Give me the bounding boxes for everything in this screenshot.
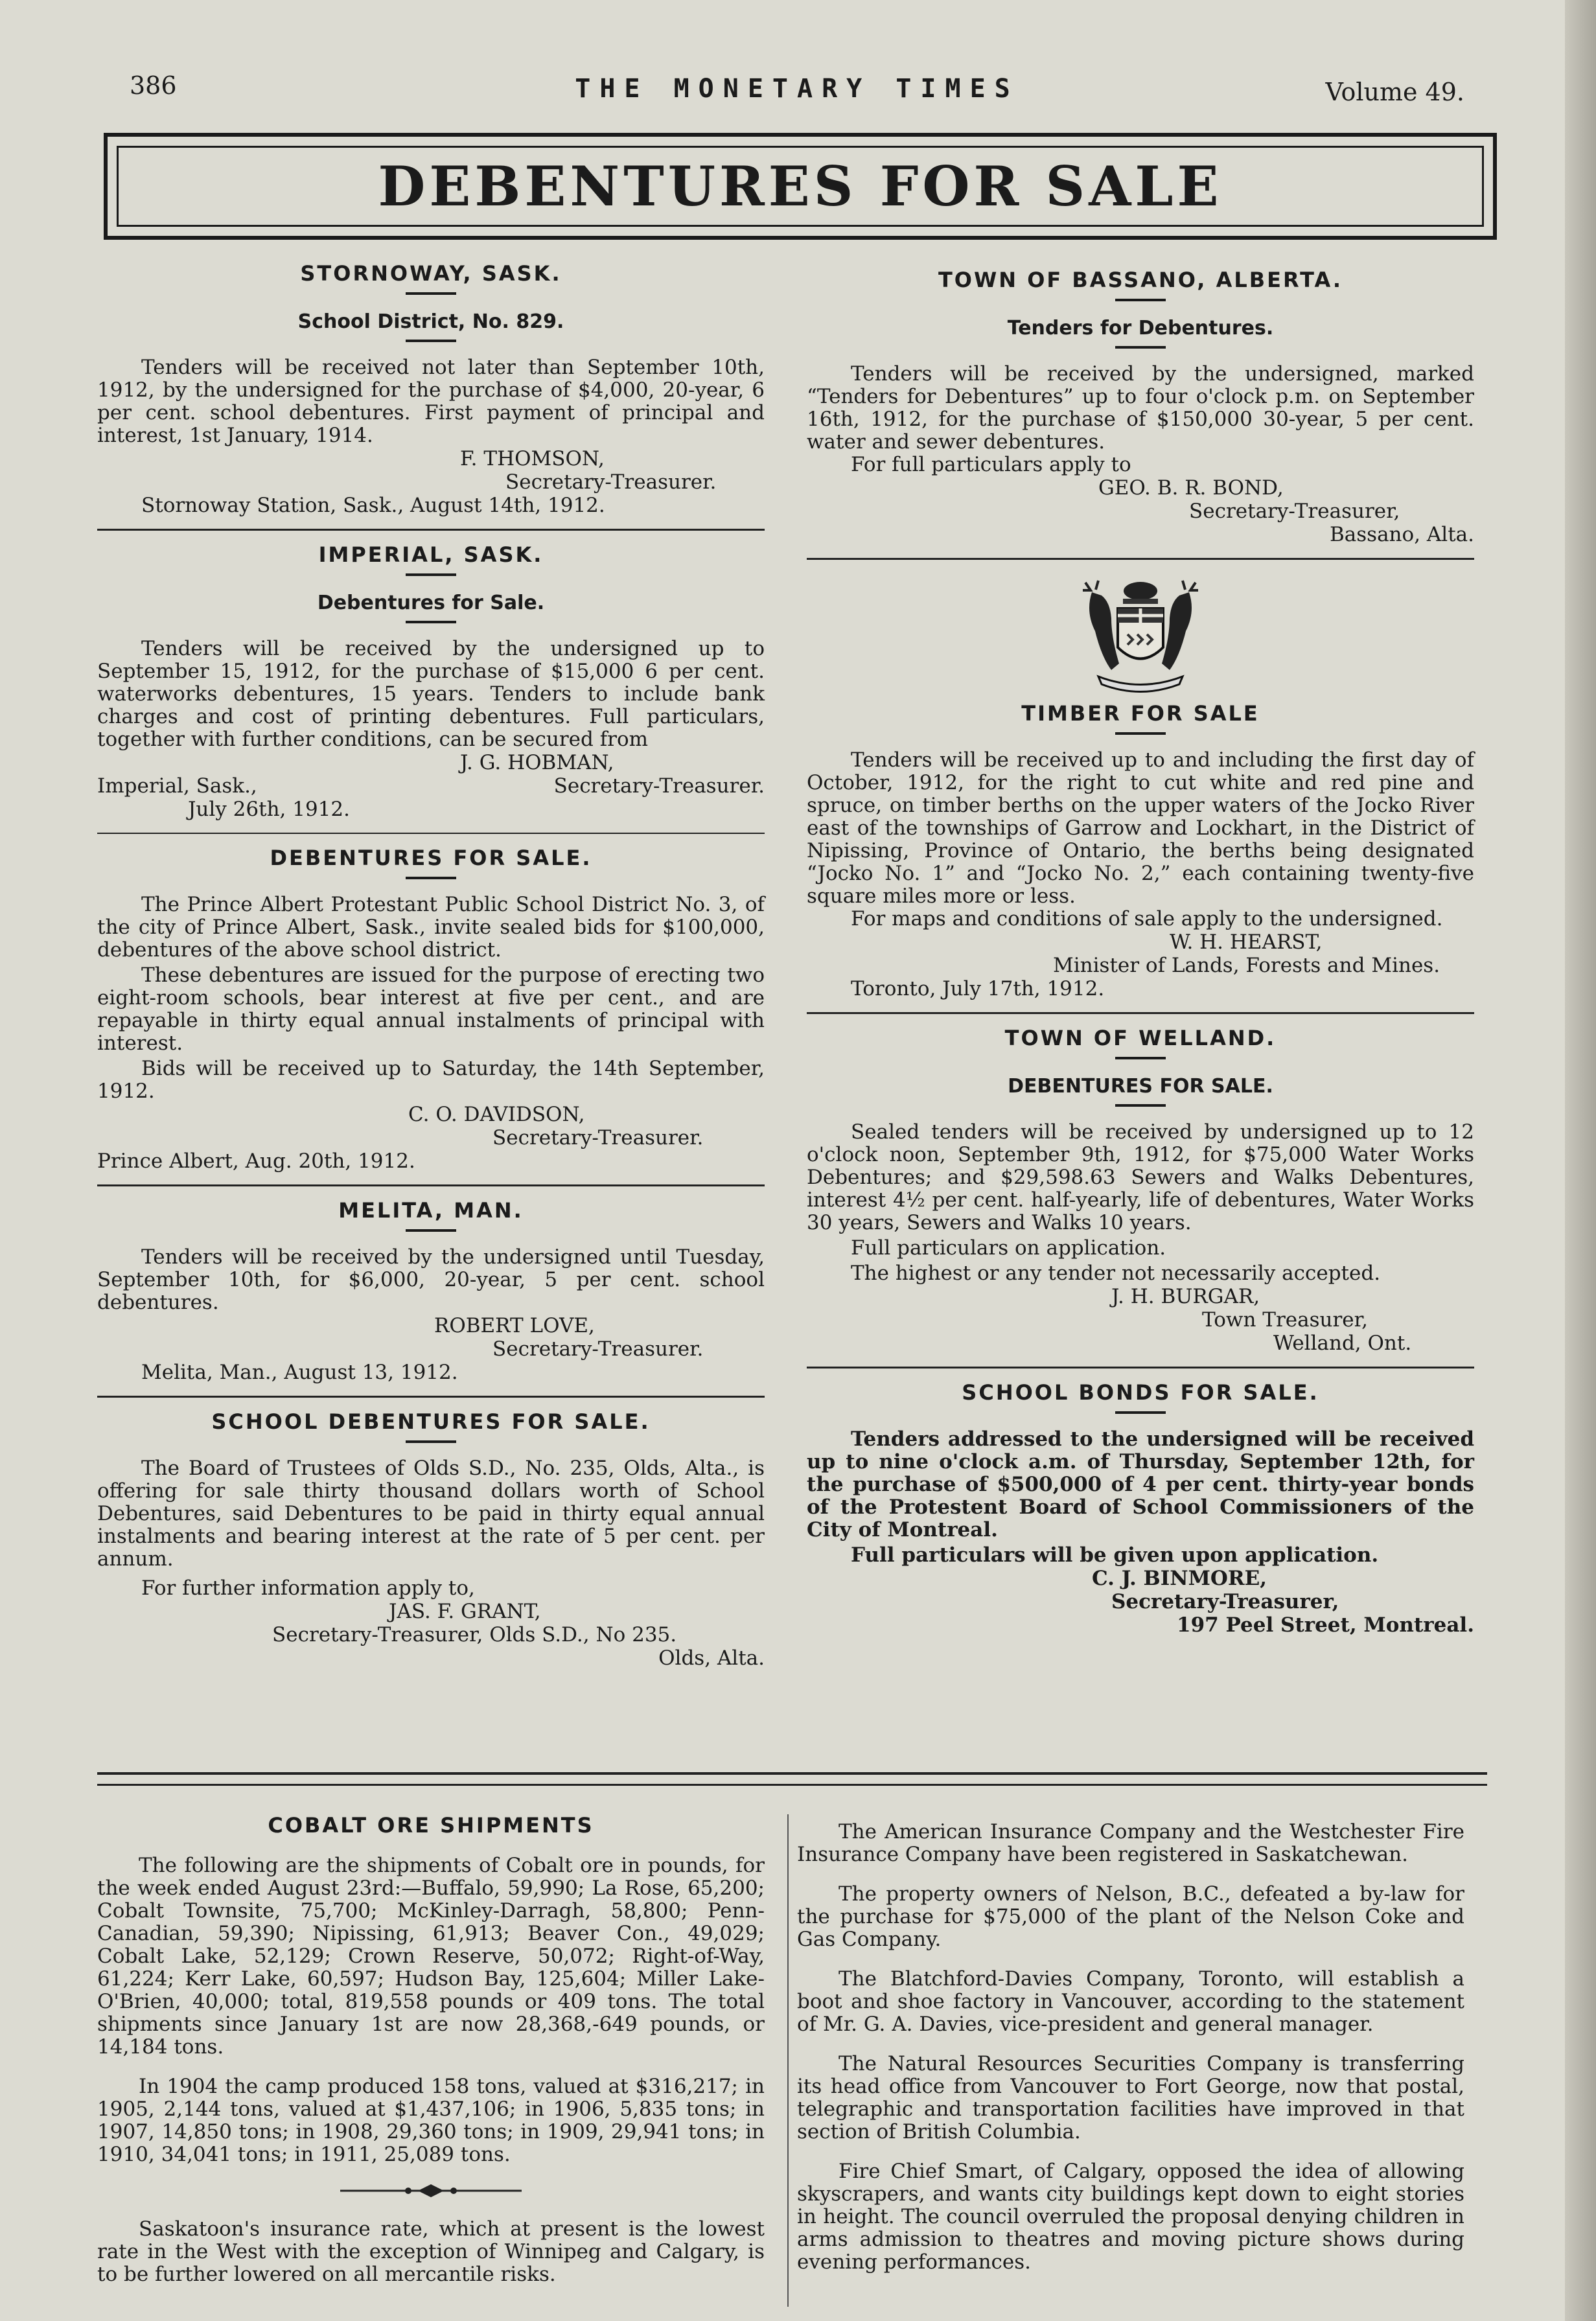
dash-rule — [1115, 1411, 1166, 1414]
place-title-row — [97, 774, 765, 798]
dash-rule — [406, 1440, 456, 1443]
signature-block — [97, 1314, 765, 1384]
notice-body-2: Full particulars will be given upon application. — [851, 1543, 1379, 1567]
notice-subheading: Tenders for Debentures. — [1007, 317, 1274, 340]
notice-body-2: For further information apply to, — [141, 1576, 475, 1600]
news-item: The Blatchford-Davies Company, Toronto, will establish a boot and shoe factory in Vancouver, according to the statement of Mr. G. A. Davies, vice-president and general manager. — [797, 1967, 1464, 2036]
notice-body-3: The highest or any tender not necessarily accepted. — [851, 1262, 1381, 1285]
notice-body-2: For full particulars apply to — [851, 453, 1131, 476]
news-item: The American Insurance Company and the Westchester Fire Insurance Company have been registered in Saskatchewan. — [797, 1820, 1464, 1866]
signer-title: Secretary-Treasurer, — [1111, 1590, 1339, 1613]
column-rule — [787, 1814, 789, 2307]
notice-heading: MELITA, MAN. — [338, 1198, 524, 1223]
right-column — [807, 262, 1474, 1637]
place-date: Stornoway Station, Sask., August 14th, 1912. — [141, 494, 605, 517]
signature-block — [807, 1285, 1474, 1355]
signature-block — [97, 1600, 765, 1670]
signer-name: F. THOMSON, — [460, 447, 605, 470]
dash-rule — [1115, 732, 1166, 735]
signer-name: J. G. HOBMAN, — [460, 751, 614, 774]
address: 197 Peel Street, Montreal. — [1177, 1613, 1474, 1637]
notice-heading: DEBENTURES FOR SALE. — [270, 846, 592, 870]
place: Welland, Ont. — [1273, 1332, 1412, 1355]
notice-montreal-bonds — [807, 1380, 1474, 1637]
dash-rule — [406, 621, 456, 623]
notice-heading: IMPERIAL, SASK. — [318, 542, 544, 567]
journal-title: THE MONETARY TIMES — [575, 74, 1019, 104]
news-item: The Natural Resources Securities Company is transferring its head office from Vancouver to Fort George, now that postal, telegraphic and transportation facilities have improved in that section of British Columbia. — [797, 2052, 1464, 2143]
banner-box — [104, 133, 1497, 240]
date: July 26th, 1912. — [188, 798, 350, 821]
notice-subheading: DEBENTURES FOR SALE. — [1008, 1075, 1273, 1098]
divider — [97, 529, 765, 531]
dash-rule — [406, 340, 456, 342]
notice-welland — [807, 1026, 1474, 1368]
signer-name: W. H. HEARST, — [1170, 930, 1323, 954]
signer-name: C. O. DAVIDSON, — [408, 1103, 585, 1126]
dash-rule — [406, 573, 456, 576]
signer-title: Secretary-Treasurer. — [553, 774, 765, 798]
notice-body: The Prince Albert Protestant Public School District No. 3, of the city of Prince Albert, Sask., invite sealed bids for $100,000, debentures of the above school district. — [97, 893, 765, 962]
place-date: Melita, Man., August 13, 1912. — [141, 1361, 458, 1384]
saskatoon-paragraph: Saskatoon's insurance rate, which at present is the lowest rate in the West with the exception of Winnipeg and Calgary, is to be further lowered on all mercantile risks. — [97, 2217, 765, 2286]
signature-block — [807, 930, 1474, 1000]
signer-name: J. H. BURGAR, — [1111, 1285, 1260, 1308]
dash-rule — [406, 877, 456, 879]
notice-body-2: Full particulars on application. — [851, 1236, 1166, 1260]
dash-rule — [406, 292, 456, 295]
signature-block — [97, 447, 765, 517]
divider — [807, 558, 1474, 560]
cobalt-column — [97, 1808, 765, 2303]
divider — [807, 1367, 1474, 1368]
signature-block — [97, 1103, 765, 1173]
notice-subheading: Debentures for Sale. — [317, 592, 545, 614]
notice-imperial — [97, 542, 765, 834]
dash-rule — [406, 1229, 456, 1232]
notice-heading: TOWN OF WELLAND. — [1004, 1026, 1277, 1050]
notice-body-2: For maps and conditions of sale apply to the undersigned. — [851, 907, 1443, 930]
notice-olds — [97, 1409, 765, 1670]
banner-inner-border — [117, 146, 1484, 227]
signer-title: Secretary-Treasurer, Olds S.D., No 235. — [272, 1623, 677, 1646]
notice-heading: SCHOOL DEBENTURES FOR SALE. — [211, 1409, 651, 1434]
news-column — [797, 1821, 1464, 2291]
signer-name: C. J. BINMORE, — [1092, 1567, 1267, 1590]
notice-heading: STORNOWAY, SASK. — [300, 261, 562, 286]
cobalt-heading: COBALT ORE SHIPMENTS — [268, 1813, 594, 1838]
signer-title: Secretary-Treasurer. — [505, 470, 717, 494]
ontario-coat-of-arms-icon — [1072, 573, 1209, 696]
notice-heading: TOWN OF BASSANO, ALBERTA. — [938, 268, 1343, 292]
place-date: Prince Albert, Aug. 20th, 1912. — [97, 1149, 415, 1173]
notice-stornoway — [97, 261, 765, 531]
notice-body-2: These debentures are issued for the purpose of erecting two eight-room schools, bear interest at five per cent., and are repayable in thirty equal annual instalments of principal with interest. — [97, 964, 765, 1055]
banner-title: DEBENTURES FOR SALE — [378, 154, 1223, 218]
notice-body: Tenders will be received by the undersigned until Tuesday, September 10th, for $6,000, 20-year, 5 per cent. school debentures. — [97, 1245, 765, 1314]
signer-name: ROBERT LOVE, — [434, 1314, 595, 1337]
place: Olds, Alta. — [658, 1646, 765, 1670]
divider — [97, 833, 765, 834]
notice-bassano — [807, 268, 1474, 560]
page-spine — [1565, 0, 1596, 2321]
place: Bassano, Alta. — [1330, 523, 1474, 546]
news-item: Fire Chief Smart, of Calgary, opposed the idea of allowing skyscrapers, and wants city buildings kept down to eight stories in height. The council overruled the proposal denying children in arms admission to theatres and moving picture shows during evening performances. — [797, 2160, 1464, 2274]
notice-prince-albert — [97, 846, 765, 1186]
signer-title: Secretary-Treasurer, — [1189, 500, 1400, 523]
signer-title: Secretary-Treasurer. — [492, 1126, 704, 1149]
section-double-rule — [97, 1772, 1487, 1786]
page-number: 386 — [130, 71, 177, 100]
divider — [807, 1012, 1474, 1014]
dash-rule — [1115, 299, 1166, 301]
ornament-divider-icon — [340, 2183, 522, 2199]
notice-melita — [97, 1198, 765, 1398]
left-column — [97, 256, 765, 1670]
cobalt-paragraph-1: The following are the shipments of Cobalt ore in pounds, for the week ended August 23rd:—Buffalo, 59,990; La Rose, 65,200; Cobalt Townsite, 75,700; McKinley-Darragh, 58,800; Penn-Canadian, 59,390; Nipissing, 61,913; Beaver Con., 49,029; Cobalt Lake, 52,129; Crown Reserve, 50,072; Right-of-Way, 61,224; Kerr Lake, 60,597; Hudson Bay, 125,604; Miller Lake-O'Brien, 40,000; total, 819,558 pounds or 409 tons. The total shipments since January 1st are now 28,368,-649 pounds, or 14,184 tons. — [97, 1854, 765, 2059]
notice-body: Sealed tenders will be received by undersigned up to 12 o'clock noon, September 9th, 1912, for $75,000 Water Works Debentures; and $29,598.63 Sewers and Walks Debentures, interest 4½ per cent. half-yearly, life of debentures, Water Works 30 years, Sewers and Walks 10 years. — [807, 1120, 1474, 1234]
signer-title: Minister of Lands, Forests and Mines. — [1053, 954, 1440, 977]
signer-name: JAS. F. GRANT, — [389, 1600, 541, 1623]
notice-subheading: School District, No. 829. — [297, 310, 564, 333]
signer-title: Town Treasurer, — [1202, 1308, 1368, 1332]
notice-heading: TIMBER FOR SALE — [1021, 701, 1260, 726]
cobalt-paragraph-2: In 1904 the camp produced 158 tons, valued at $316,217; in 1905, 2,144 tons, valued at $1,437,106; in 1906, 5,835 tons; in 1907, 14,850 tons; in 1908, 29,360 tons; in 1909, 29,941 tons; in 1910, 34,041 tons; in 1911, 25,089 tons. — [97, 2075, 765, 2166]
notice-body: Tenders addressed to the undersigned will be received up to nine o'clock a.m. of Thursday, September 12th, for the purchase of $500,000 of 4 per cent. thirty-year bonds of the Protestent Board of School Commissioners of the City of Montreal. — [807, 1427, 1474, 1542]
signer-title: Secretary-Treasurer. — [492, 1337, 704, 1361]
signature-block — [807, 1567, 1474, 1637]
notice-timber — [807, 701, 1474, 1014]
notice-body: Tenders will be received up to and including the first day of October, 1912, for the right to cut white and red pine and spruce, on timber berths on the upper waters of the Jocko River east of the townships of Garrow and Lockhart, in the District of Nipissing, Province of Ontario, the berths being designated “Jocko No. 1” and “Jocko No. 2,” each containing twenty-five square miles more or less. — [807, 748, 1474, 908]
dash-rule — [1115, 346, 1166, 349]
news-item: The property owners of Nelson, B.C., defeated a by-law for the purchase for $75,000 of the plant of the Nelson Coke and Gas Company. — [797, 1882, 1464, 1951]
volume-label: Volume 49. — [1325, 78, 1464, 106]
divider — [97, 1184, 765, 1186]
place: Imperial, Sask., — [97, 774, 257, 798]
signer-name: GEO. B. R. BOND, — [1098, 476, 1284, 500]
notice-body: Tenders will be received not later than September 10th, 1912, by the undersigned for the purchase of $4,000, 20-year, 6 per cent. school debentures. First payment of principal and interest, 1st January, 1914. — [97, 356, 765, 447]
notice-body: Tenders will be received by the undersigned, marked “Tenders for Debentures” up to four o'clock p.m. on September 16th, 1912, for the purchase of $150,000 30-year, 5 per cent. water and sewer debentures. — [807, 362, 1474, 454]
divider — [97, 1396, 765, 1398]
signature-block — [97, 751, 765, 821]
place-date: Toronto, July 17th, 1912. — [851, 977, 1105, 1000]
dash-rule — [1115, 1104, 1166, 1107]
notice-heading: SCHOOL BONDS FOR SALE. — [962, 1380, 1319, 1405]
notice-body-3: Bids will be received up to Saturday, the 14th September, 1912. — [97, 1057, 765, 1103]
page-header — [130, 65, 1464, 117]
notice-body: The Board of Trustees of Olds S.D., No. 235, Olds, Alta., is offering for sale thirty thousand dollars worth of School Debentures, said Debentures to be paid in thirty equal annual instalments and bearing interest at the rate of 5 per cent. per annum. — [97, 1457, 765, 1571]
signature-block — [807, 476, 1474, 546]
notice-body: Tenders will be received by the undersigned up to September 15, 1912, for the purchase of $15,000 6 per cent. waterworks debentures, 15 years. Tenders to include bank charges and cost of printing debentures. Full particulars, together with further conditions, can be secured from — [97, 637, 765, 751]
dash-rule — [1115, 1057, 1166, 1059]
